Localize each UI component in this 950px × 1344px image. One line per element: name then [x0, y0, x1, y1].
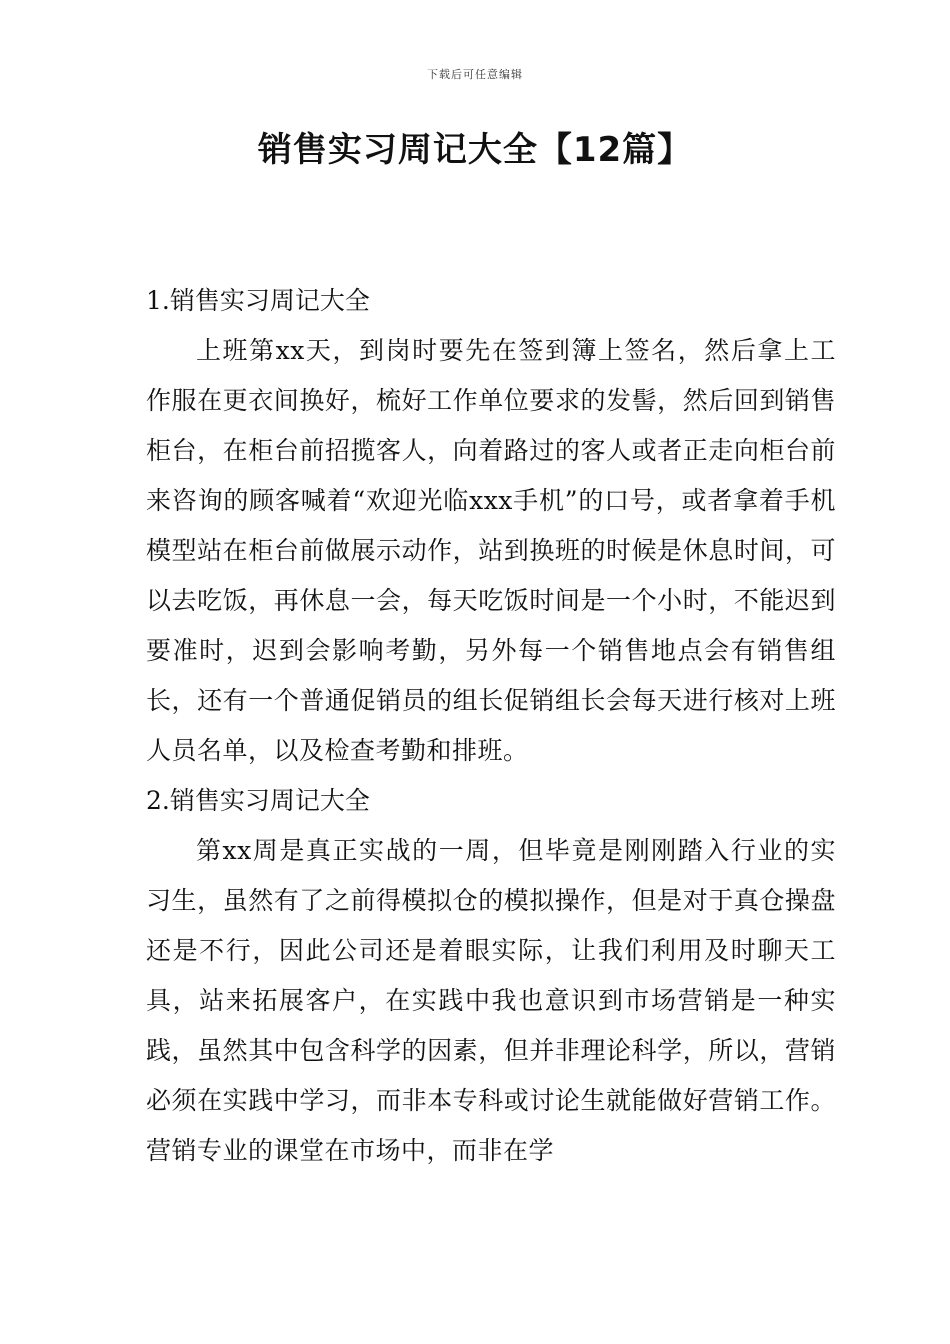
section-heading: 1.销售实习周记大全 — [146, 286, 370, 315]
page-header-note: 下载后可任意编辑 — [427, 68, 523, 81]
section-1 — [146, 276, 836, 776]
section-paragraph: 上班第xx天，到岗时要先在签到簿上签名，然后拿上工作服在更衣间换好，梳好工作单位要求的发髻，然后回到销售柜台，在柜台前招揽客人，向着路过的客人或者正走向柜台前来咨询的顾客喊着“欢迎光临xxx手机”的口号，或者拿着手机模型站在柜台前做展示动作，站到换班的时候是休息时间，可以去吃饭，再休息一会，每天吃饭时间是一个小时，不能迟到要准时，迟到会影响考勤，另外每一个销售地点会有销售组长，还有一个普通促销员的组长促销组长会每天进行核对上班人员名单，以及检查考勤和排班。 — [146, 336, 836, 765]
document-body — [146, 276, 836, 1176]
section-paragraph: 第xx周是真正实战的一周，但毕竟是刚刚踏入行业的实习生，虽然有了之前得模拟仓的模拟操作，但是对于真仓操盘还是不行，因此公司还是着眼实际，让我们利用及时聊天工具，站来拓展客户，在实践中我也意识到市场营销是一种实践，虽然其中包含科学的因素，但并非理论科学，所以，营销必须在实践中学习，而非本专科或讨论生就能做好营销工作。营销专业的课堂在市场中，而非在学 — [146, 836, 836, 1165]
document-title: 销售实习周记大全【12篇】 — [257, 130, 693, 170]
section-heading: 2.销售实习周记大全 — [146, 786, 370, 815]
section-2 — [146, 776, 836, 1176]
